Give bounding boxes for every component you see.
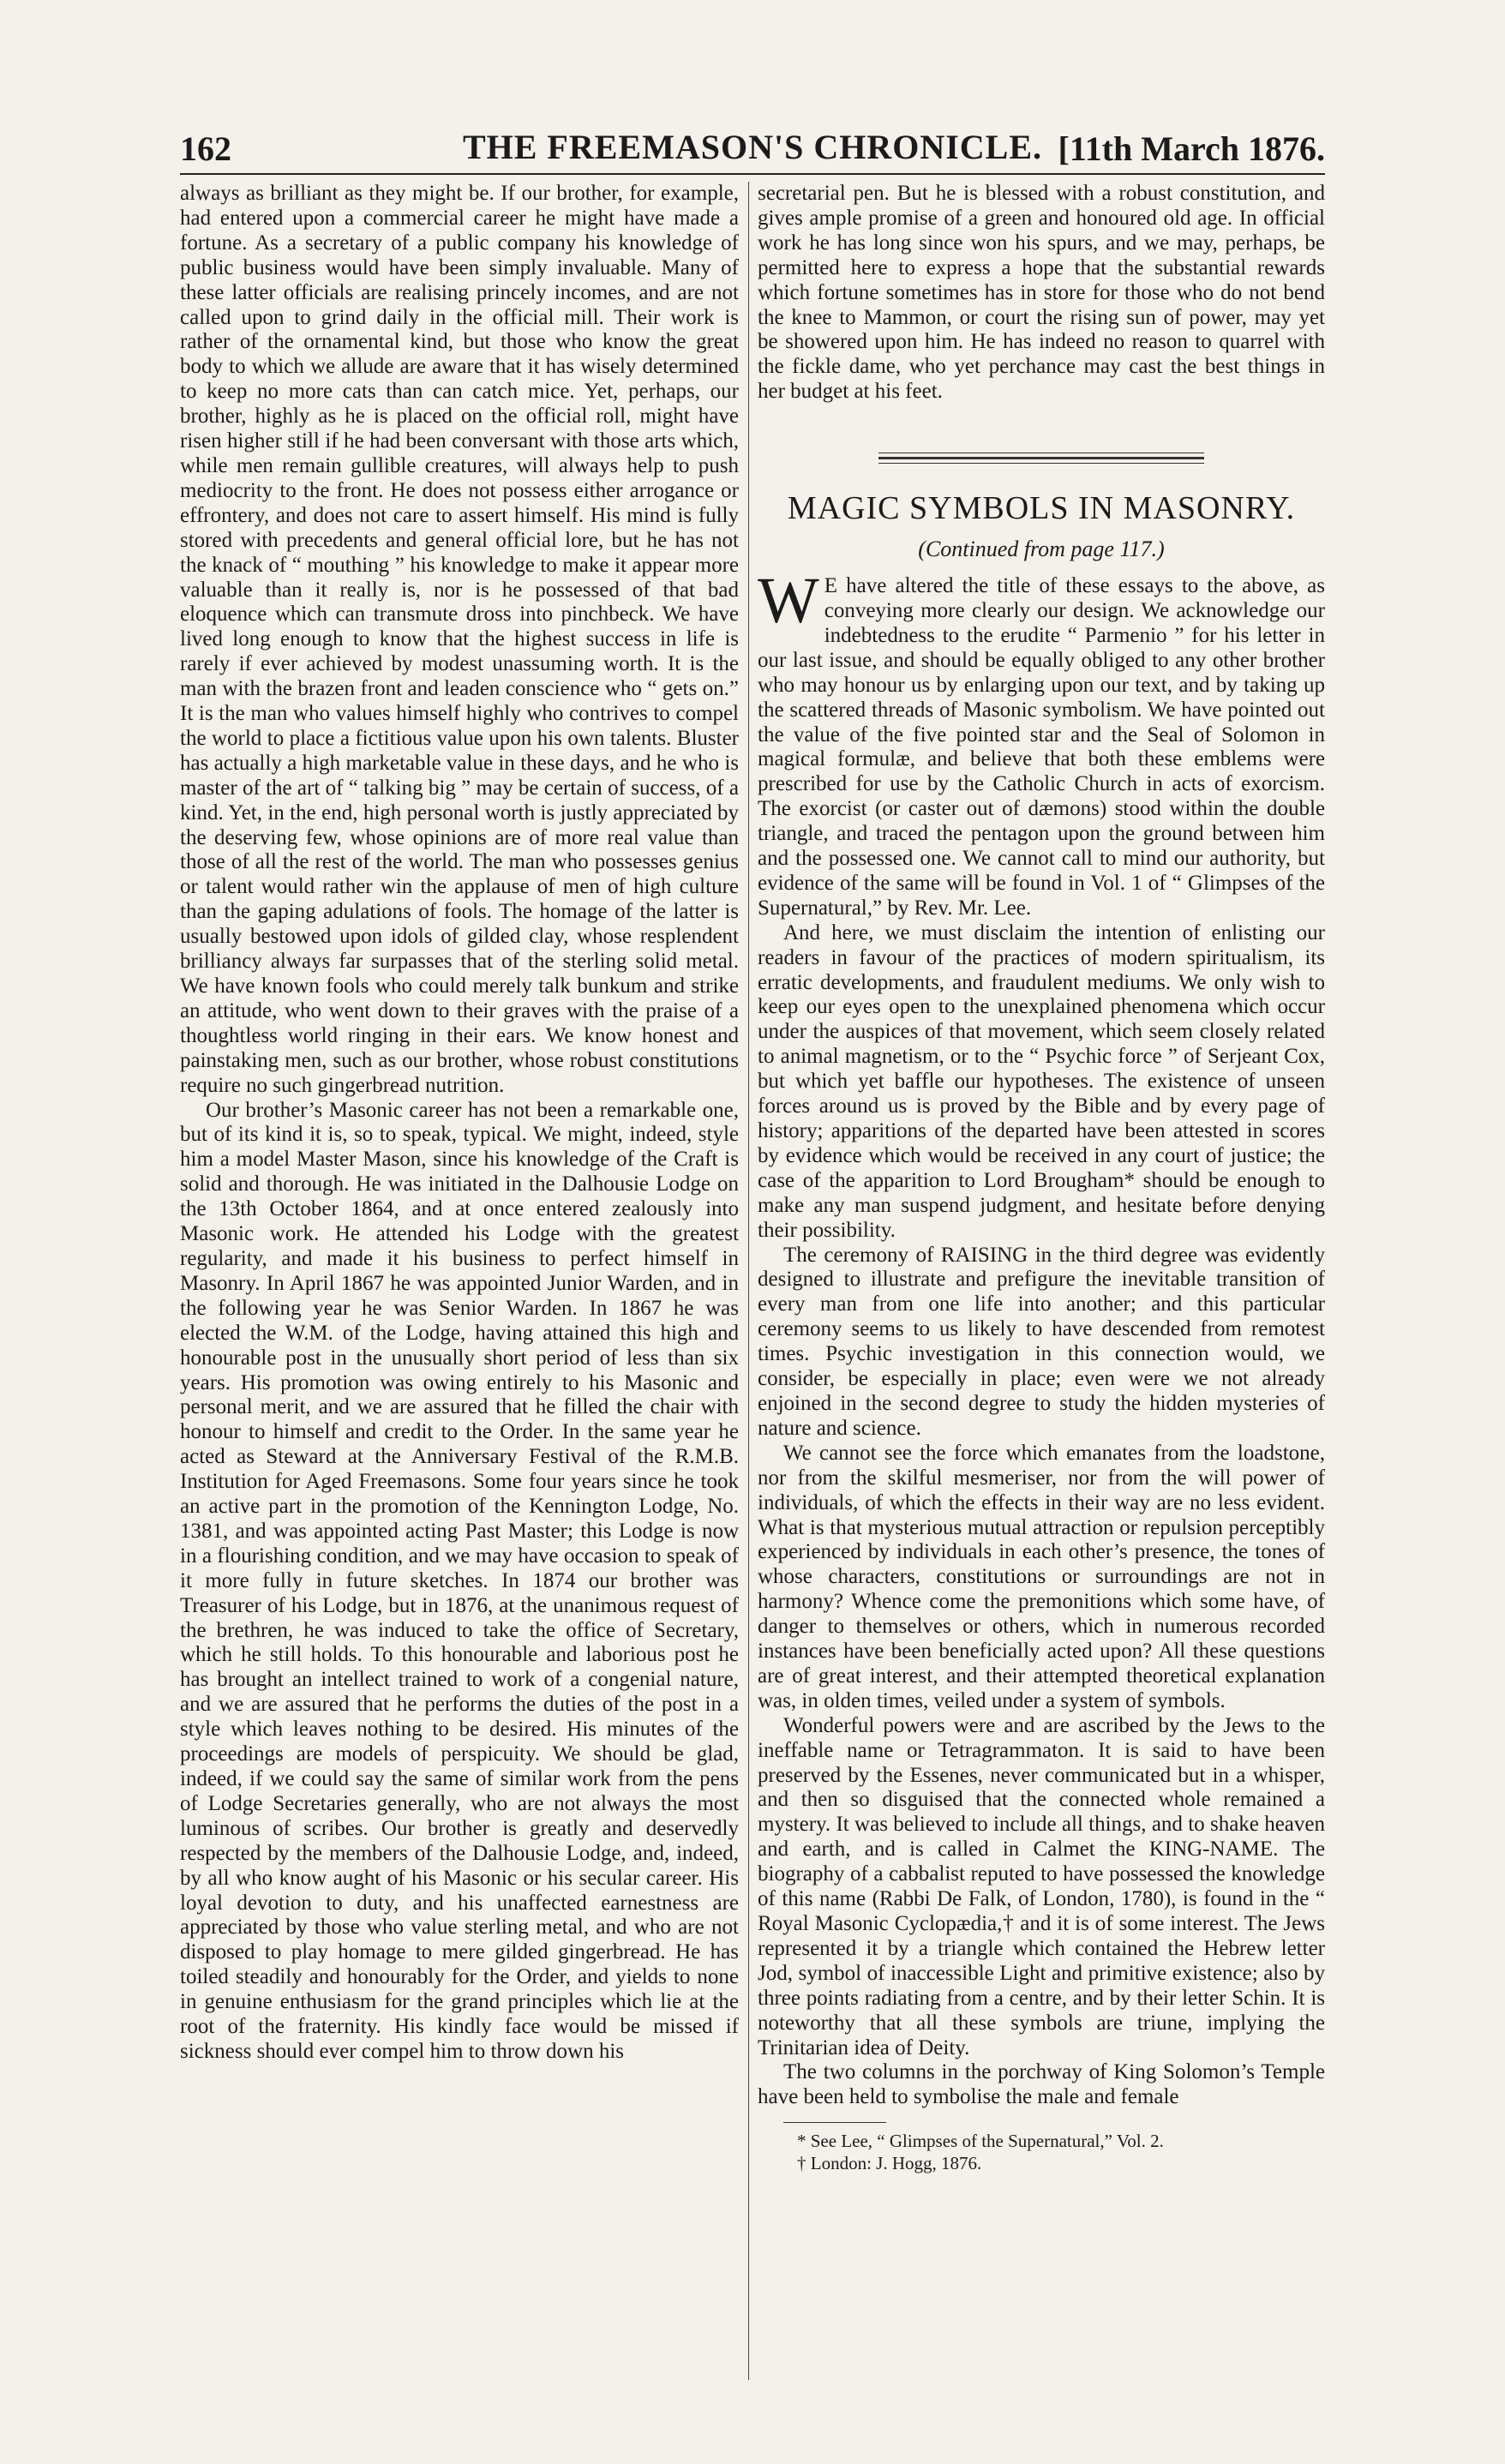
header-rule (180, 173, 1325, 175)
page-header (180, 120, 1325, 168)
right-column (758, 182, 1325, 2174)
drop-cap: W (758, 565, 819, 638)
page-number: 162 (180, 129, 231, 168)
footnote-rule (783, 2122, 886, 2123)
article-title: MAGIC SYMBOLS IN MASONRY. (787, 490, 1296, 527)
left-column (180, 182, 739, 2065)
continuation-paragraph: secretarial pen. But he is blessed with a robust constitution, and gives ample promise of a green and honoured old age. In official work he has long since won his spurs, and we may, perhaps, be permitted here to express a hope that the substantial rewards which fortune sometimes has in store for those who do not bend the knee to Mammon, or court the rising sun of power, may yet be showered upon him. He has indeed no reason to quarrel with the fickle dame, who yet perchance may cast the best things in her budget at his feet. (758, 182, 1325, 404)
article-paragraph-5: The two columns in the porchway of King Solomon’s Temple have been held to symbolise the male and female (758, 2060, 1325, 2109)
left-paragraph-1: always as brilliant as they might be. If our brother, for example, had entered upon a commercial career he might have made a fortune. As a secretary of a public company his knowledge of public business would have been simply invaluable. Many of these latter officials are realising princely incomes, and are not called upon to grind daily in the official mill. Their work is rather of the ornamental kind, but those who know the great body to which we allude are aware that it has wisely determined to keep no more cats than can catch mice. Yet, perhaps, our brother, highly as he is placed on the official roll, might have risen higher still if he had been conversant with those arts which, while men remain gullible creatures, will always help to push mediocrity to the front. He does not possess either arrogance or effrontery, and does not care to assert himself. His mind is fully stored with precedents and general official lore, but he has not the knack of “ mouthing ” his knowledge to make it appear more valuable than it really is, nor is he possessed of that bad eloquence which can transmute dross into pinchbeck. We have lived long enough to know that the highest success in life is rarely if ever achieved by modest unassuming worth. It is the man with the brazen front and leaden conscience who “ gets on.” It is the man who values himself highly who contrives to compel the world to place a fictitious value upon his own talents. Bluster has actually a high marketable value in these days, and he who is master of the art of “ talking big ” may be certain of success, of a kind. Yet, in the end, high personal worth is justly appreciated by the deserving few, whose opinions are of more real value than those of all the rest of the world. The man who possesses genius or talent would rather win the applause of men of high culture than the gaping adulations of fools. The homage of the latter is usually bestowed upon idols of gilded clay, whose resplendent brilliancy always far surpasses that of the sterling solid metal. We have known fools who could merely talk bunkum and strike an attitude, who went down to their graves with the praise of a thoughtless world ringing in their ears. We know honest and painstaking men, such as our brother, whose robust constitutions require no such gingerbread nutrition. (180, 182, 739, 1097)
footnote-1: * See Lee, “ Glimpses of the Supernatural,” Vol. 2. (797, 2131, 1164, 2152)
article-paragraph-2: The ceremony of RAISING in the third degree was evidently designed to illustrate and prefigure the inevitable transition of every man from one life into another; and this particular ceremony seems to us likely to have descended from remotest times. Psychic investigation in this connection would, we consider, be especially in place; even were we not already enjoined in the second degree to study the hidden mysteries of nature and science. (758, 1243, 1325, 1440)
article-paragraph-1: And here, we must disclaim the intention of enlisting our readers in favour of the practices of modern spiritualism, its erratic developments, and fraudulent mediums. We only wish to keep our eyes open to the unexplained phenomena which occur under the auspices of that movement, which seem closely related to animal magnetism, or to the “ Psychic force ” of Serjeant Cox, but which yet baffle our hypotheses. The existence of unseen forces around us is proved by the Bible and by every page of history; apparitions of the departed have been attested in scores by evidence which would be received in any court of justice; the case of the apparition to Lord Brougham* should be enough to make any man suspend judgment, and hesitate before denying their possibility. (758, 920, 1325, 1242)
issue-date: [11th March 1876. (1058, 129, 1325, 168)
footnote-2: † London: J. Hogg, 1876. (797, 2153, 982, 2174)
article-subtitle: (Continued from page 117.) (918, 537, 1165, 562)
article-paragraph-4: Wonderful powers were and are ascribed by the Jews to the ineffable name or Tetragrammaton. It is said to have been preserved by the Essenes, never communicated but in a whisper, and then so disguised that the connected whole remained a mystery. It was believed to include all things, and to shake heaven and earth, and is called in Calmet the KING-NAME. The biography of a cabbalist reputed to have possessed the knowledge of this name (Rabbi De Falk, of London, 1780), is found in the “ Royal Masonic Cyclopædia,† and it is of some interest. The Jews represented it by a triangle which contained the Hebrew letter Jod, symbol of inaccessible Light and primitive existence; also by three points radiating from a centre, and by their letter Schin. It is noteworthy that all these symbols are triune, implying the Trinitarian idea of Deity. (758, 1713, 1325, 2059)
section-ornament-rule (878, 453, 1204, 464)
left-paragraph-2: Our brother’s Masonic career has not been a remarkable one, but of its kind it is, so to speak, typical. We might, indeed, style him a model Master Mason, since his knowledge of the Craft is solid and thorough. He was initiated in the Dalhousie Lodge on the 13th October 1864, and at once entered zealously into Masonic work. He attended his Lodge with the greatest regularity, and made it his business to perfect himself in Masonry. In April 1867 he was appointed Junior Warden, and in the following year he was Senior Warden. In 1867 he was elected the W.M. of the Lodge, having attained this high and honourable post in the unusually short period of less than six years. His promotion was owing entirely to his Masonic and personal merit, and we are assured that he filled the chair with honour to himself and credit to the Order. In the same year he acted as Steward at the Anniversary Festival of the R.M.B. Institution for Aged Freemasons. Some four years since he took an active part in the promotion of the Kennington Lodge, No. 1381, and was appointed acting Past Master; this Lodge is now in a flourishing condition, and we may have occasion to speak of it more fully in future sketches. In 1874 our brother was Treasurer of his Lodge, but in 1876, at the unanimous request of the brethren, he was induced to take the office of Secretary, which he still holds. To this honourable and laborious post he has brought an intellect trained to work of a congenial nature, and we are assured that he performs the duties of the post in a style which leaves nothing to be desired. His minutes of the proceedings are models of perspicuity. We should be glad, indeed, if we could say the same of similar work from the pens of Lodge Secretaries generally, who are not always the most luminous of scribes. Our brother is greatly and deservedly respected by the members of the Dalhousie Lodge, and, indeed, by all who know aught of his Masonic or his secular career. His loyal devotion to duty, and his unaffected earnestness are appreciated by those who value sterling metal, and who are not disposed to play homage to mere gilded gingerbread. He has toiled steadily and honourably for the Order, and yields to none in genuine enthusiasm for the grand principles which lie at the root of the fraternity. His kindly face would be missed if sickness should ever compel him to throw down his (180, 1098, 739, 2063)
article-first-paragraph (758, 565, 1325, 921)
article-paragraph-3: We cannot see the force which emanates from the loadstone, nor from the skilful mesmeriser, nor from the will power of individuals, of which the effects in their way are no less evident. What is that mysterious mutual attraction or repulsion perceptibly experienced by individuals in each other’s presence, the tones of whose characters, constitutions or surroundings are not in harmony? Whence come the premonitions which some have, of danger to themselves or others, which in numerous recorded instances have been beneficially acted upon? All these questions are of great interest, and their attempted theoretical explanation was, in olden times, veiled under a system of symbols. (758, 1441, 1325, 1712)
first-paragraph-text: E have altered the title of these essays to the above, as conveying more clearly our design. We acknowledge our indebtedness to the erudite “ Parmenio ” for his letter in our last issue, and should be equally obliged to any other brother who may honour us by enlarging upon our text, and by taking up the scattered threads of Masonic symbolism. We have pointed out the value of the five pointed star and the Seal of Solomon in magical formulæ, and believe that both these emblems were prescribed for use by the Catholic Church in acts of exorcism. The exorcist (or caster out of dæmons) stood within the double triangle, and traced the pentagon upon the ground between him and the possessed one. We cannot call to mind our authority, but evidence of the same will be found in Vol. 1 of “ Glimpses of the Supernatural,” by Rev. Mr. Lee. (758, 574, 1325, 920)
column-divider (748, 182, 749, 2380)
publication-title: THE FREEMASON'S CHRONICLE. (462, 128, 1043, 166)
